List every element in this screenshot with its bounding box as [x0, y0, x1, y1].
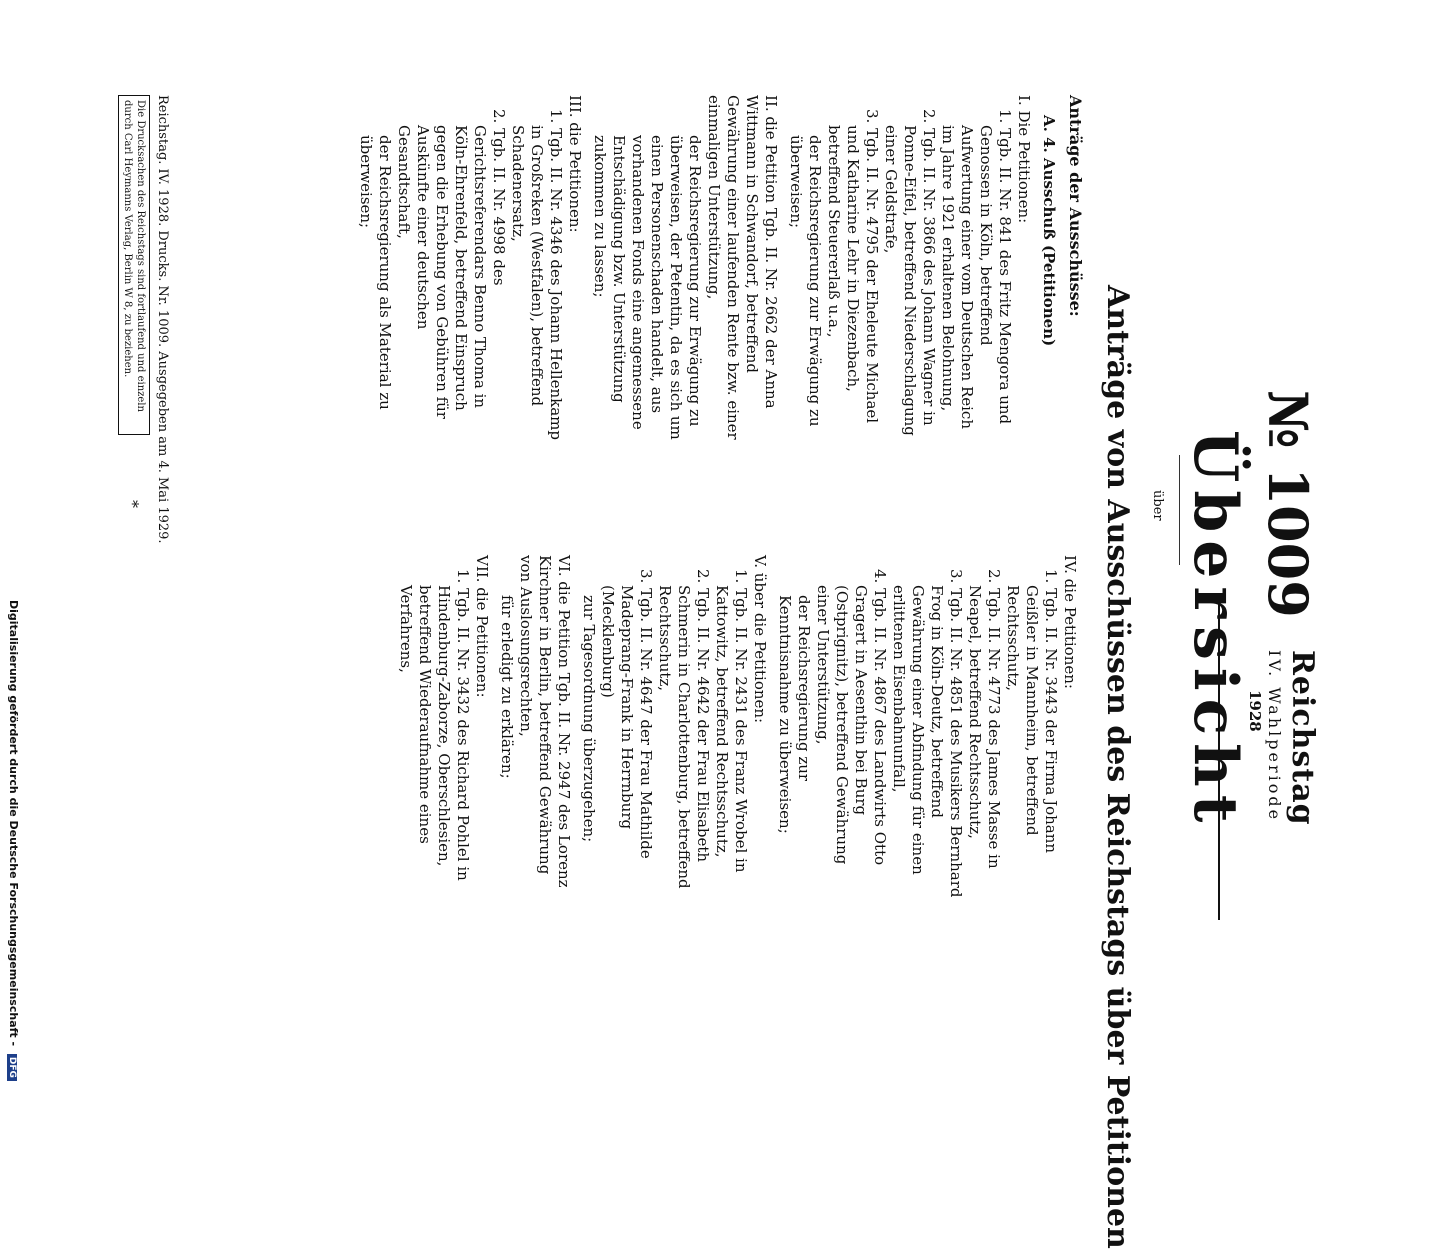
- roman-heading: I. Die Petitionen:: [1015, 95, 1033, 224]
- petition-action: der Reichsregierung als Material zu überweisen;: [357, 135, 394, 410]
- roman-heading: II. die Petition Tgb. II. Nr. 2662 der Anna Wittmann in Schwandorf, betreffend Gewährung einer laufenden Rente bzw. einer einmaligen Unterstützung,: [705, 95, 780, 440]
- petition-item: 2. Tgb. II. Nr. 4773 des James Masse in Neapel, betreffend Rechtsschutz,: [966, 569, 1003, 869]
- header-wahlperiode: IV. Wahlperiode: [1265, 650, 1284, 823]
- document-subtitle: Anträge von Ausschüssen des Reichstags über Petitionen: [1100, 285, 1135, 1249]
- title-rule: [1179, 455, 1180, 565]
- petition-item: 1. Tgb. II. Nr. 2431 des Franz Wrobel in Kattowitz, betreffend Rechtsschutz,: [713, 569, 750, 873]
- petition-action: der Reichsregierung zur Kenntnisnahme zu überweisen;: [776, 595, 813, 834]
- petition-item: 1. Tgb. II. Nr. 3443 der Firma Johann Geißler in Mannheim, betreffend Rechtsschutz,: [1004, 569, 1060, 854]
- petition-item: 2. Tgb. II. Nr. 4998 des Gerichtsreferendars Benno Thoma in Köln-Ehrenfeld, betreffend Einspruch gegen die Erhebung von Gebühren für Auskünfte einer deutschen Gesandtschaft,: [395, 109, 508, 419]
- roman-heading: V. über die Petitionen:: [751, 555, 769, 724]
- committee-heading: A. 4. Ausschuß (Petitionen): [1040, 115, 1058, 347]
- petition-item: 1. Tgb. II. Nr. 4346 des Johann Hellenkamp in Großreken (Westfalen), betreffend Schadenersatz,: [509, 109, 565, 440]
- document-number: № 1009: [1256, 390, 1320, 618]
- petition-item: 2. Tgb. II. Nr. 3866 des Johann Wagner in Ponne-Eifel, betreffend Niederschlagung einer Geldstrafe,: [882, 109, 938, 436]
- document-title: Übersicht: [1180, 430, 1250, 831]
- dfg-logo: DFG: [7, 1054, 17, 1081]
- ueber-text: über: [1150, 490, 1165, 521]
- petition-item: 2. Tgb. II. Nr. 4642 der Frau Elisabeth Schmerin in Charlottenburg, betreffend Rechtsschutz,: [656, 569, 712, 889]
- petition-action: für erledigt zu erklären;: [498, 595, 516, 779]
- print-footer: Reichstag. IV. 1928. Drucks. Nr. 1009. Ausgegeben am 4. Mai 1929.: [155, 95, 170, 544]
- right-column: [396, 555, 1085, 900]
- petition-item: 3. Tgb. II. Nr. 4795 der Eheleute Michael und Katharine Lehr in Diezenbach, betreffend Steuererlaß u.a.,: [825, 109, 881, 424]
- rotated-document: [90, 0, 1320, 1249]
- roman-heading: IV. die Petitionen:: [1061, 555, 1079, 689]
- petition-action: der Reichsregierung zur Erwägung zu überweisen, der Petentin, da es sich um einen Personenschaden handelt, aus vorhandenen Fonds eine angemessene Entschädigung bzw. Unterstützung zukommen zu lassen;: [591, 135, 704, 440]
- petition-item: 1. Tgb. II. Nr. 841 des Fritz Mengora und Genossen in Köln, betreffend Aufwertung einer vom Deutschen Reich im Jahre 1921 erhaltenen Belohnung,: [939, 109, 1014, 429]
- dfg-sidebar: [2, 600, 20, 1078]
- header-year: 1928: [1246, 690, 1264, 732]
- left-column: [356, 95, 1085, 440]
- petition-item: 1. Tgb. II. Nr. 3432 des Richard Pohlel in Hindenburg-Zaborze, Oberschlesien, betreffend Wiederaufnahme eines Verfahrens,: [397, 569, 472, 881]
- petition-item: 3. Tgb. II. Nr. 4647 der Frau Mathilde Madeprang-Frank in Herrnburg (Mecklenburg): [599, 569, 655, 859]
- roman-heading: III. die Petitionen:: [566, 95, 584, 233]
- roman-heading: VII. die Petitionen:: [473, 555, 491, 698]
- roman-heading: VI. die Petition Tgb. II. Nr. 2947 des Lorenz Kirchner in Berlin, betreffend Gewährung von Auslosungsrechten,: [517, 555, 573, 888]
- petition-action: zur Tagesordnung überzugehen;: [580, 595, 598, 843]
- petition-item: 4. Tgb. II. Nr. 4867 des Landwirts Otto Gragert in Aesenthin bei Burg (Ostprignitz), betreffend Gewährung einer Unterstützung,: [814, 569, 889, 866]
- section-heading: Anträge der Ausschüsse:: [1066, 95, 1085, 317]
- sidebar-text: Digitalisierung gefördert durch die Deutsche Forschungsgemeinschaft -: [7, 600, 20, 1047]
- header-reichstag: Reichstag: [1285, 650, 1320, 826]
- publisher-box-note: Die Drucksachen des Reichstags sind fortlaufend und einzeln durch Carl Heymanns Verlag, Berlin W 8, zu beziehen.: [118, 95, 150, 435]
- petition-action: der Reichsregierung zur Erwägung zu überweisen;: [787, 135, 824, 427]
- star-mark: *: [123, 500, 142, 508]
- petition-item: 3. Tgb. II. Nr. 4851 des Musikers Bernhard Frog in Köln-Deutz, betreffend Gewährung einer Abfindung für einen erlittenen Eisenbahnunfall,: [890, 569, 965, 898]
